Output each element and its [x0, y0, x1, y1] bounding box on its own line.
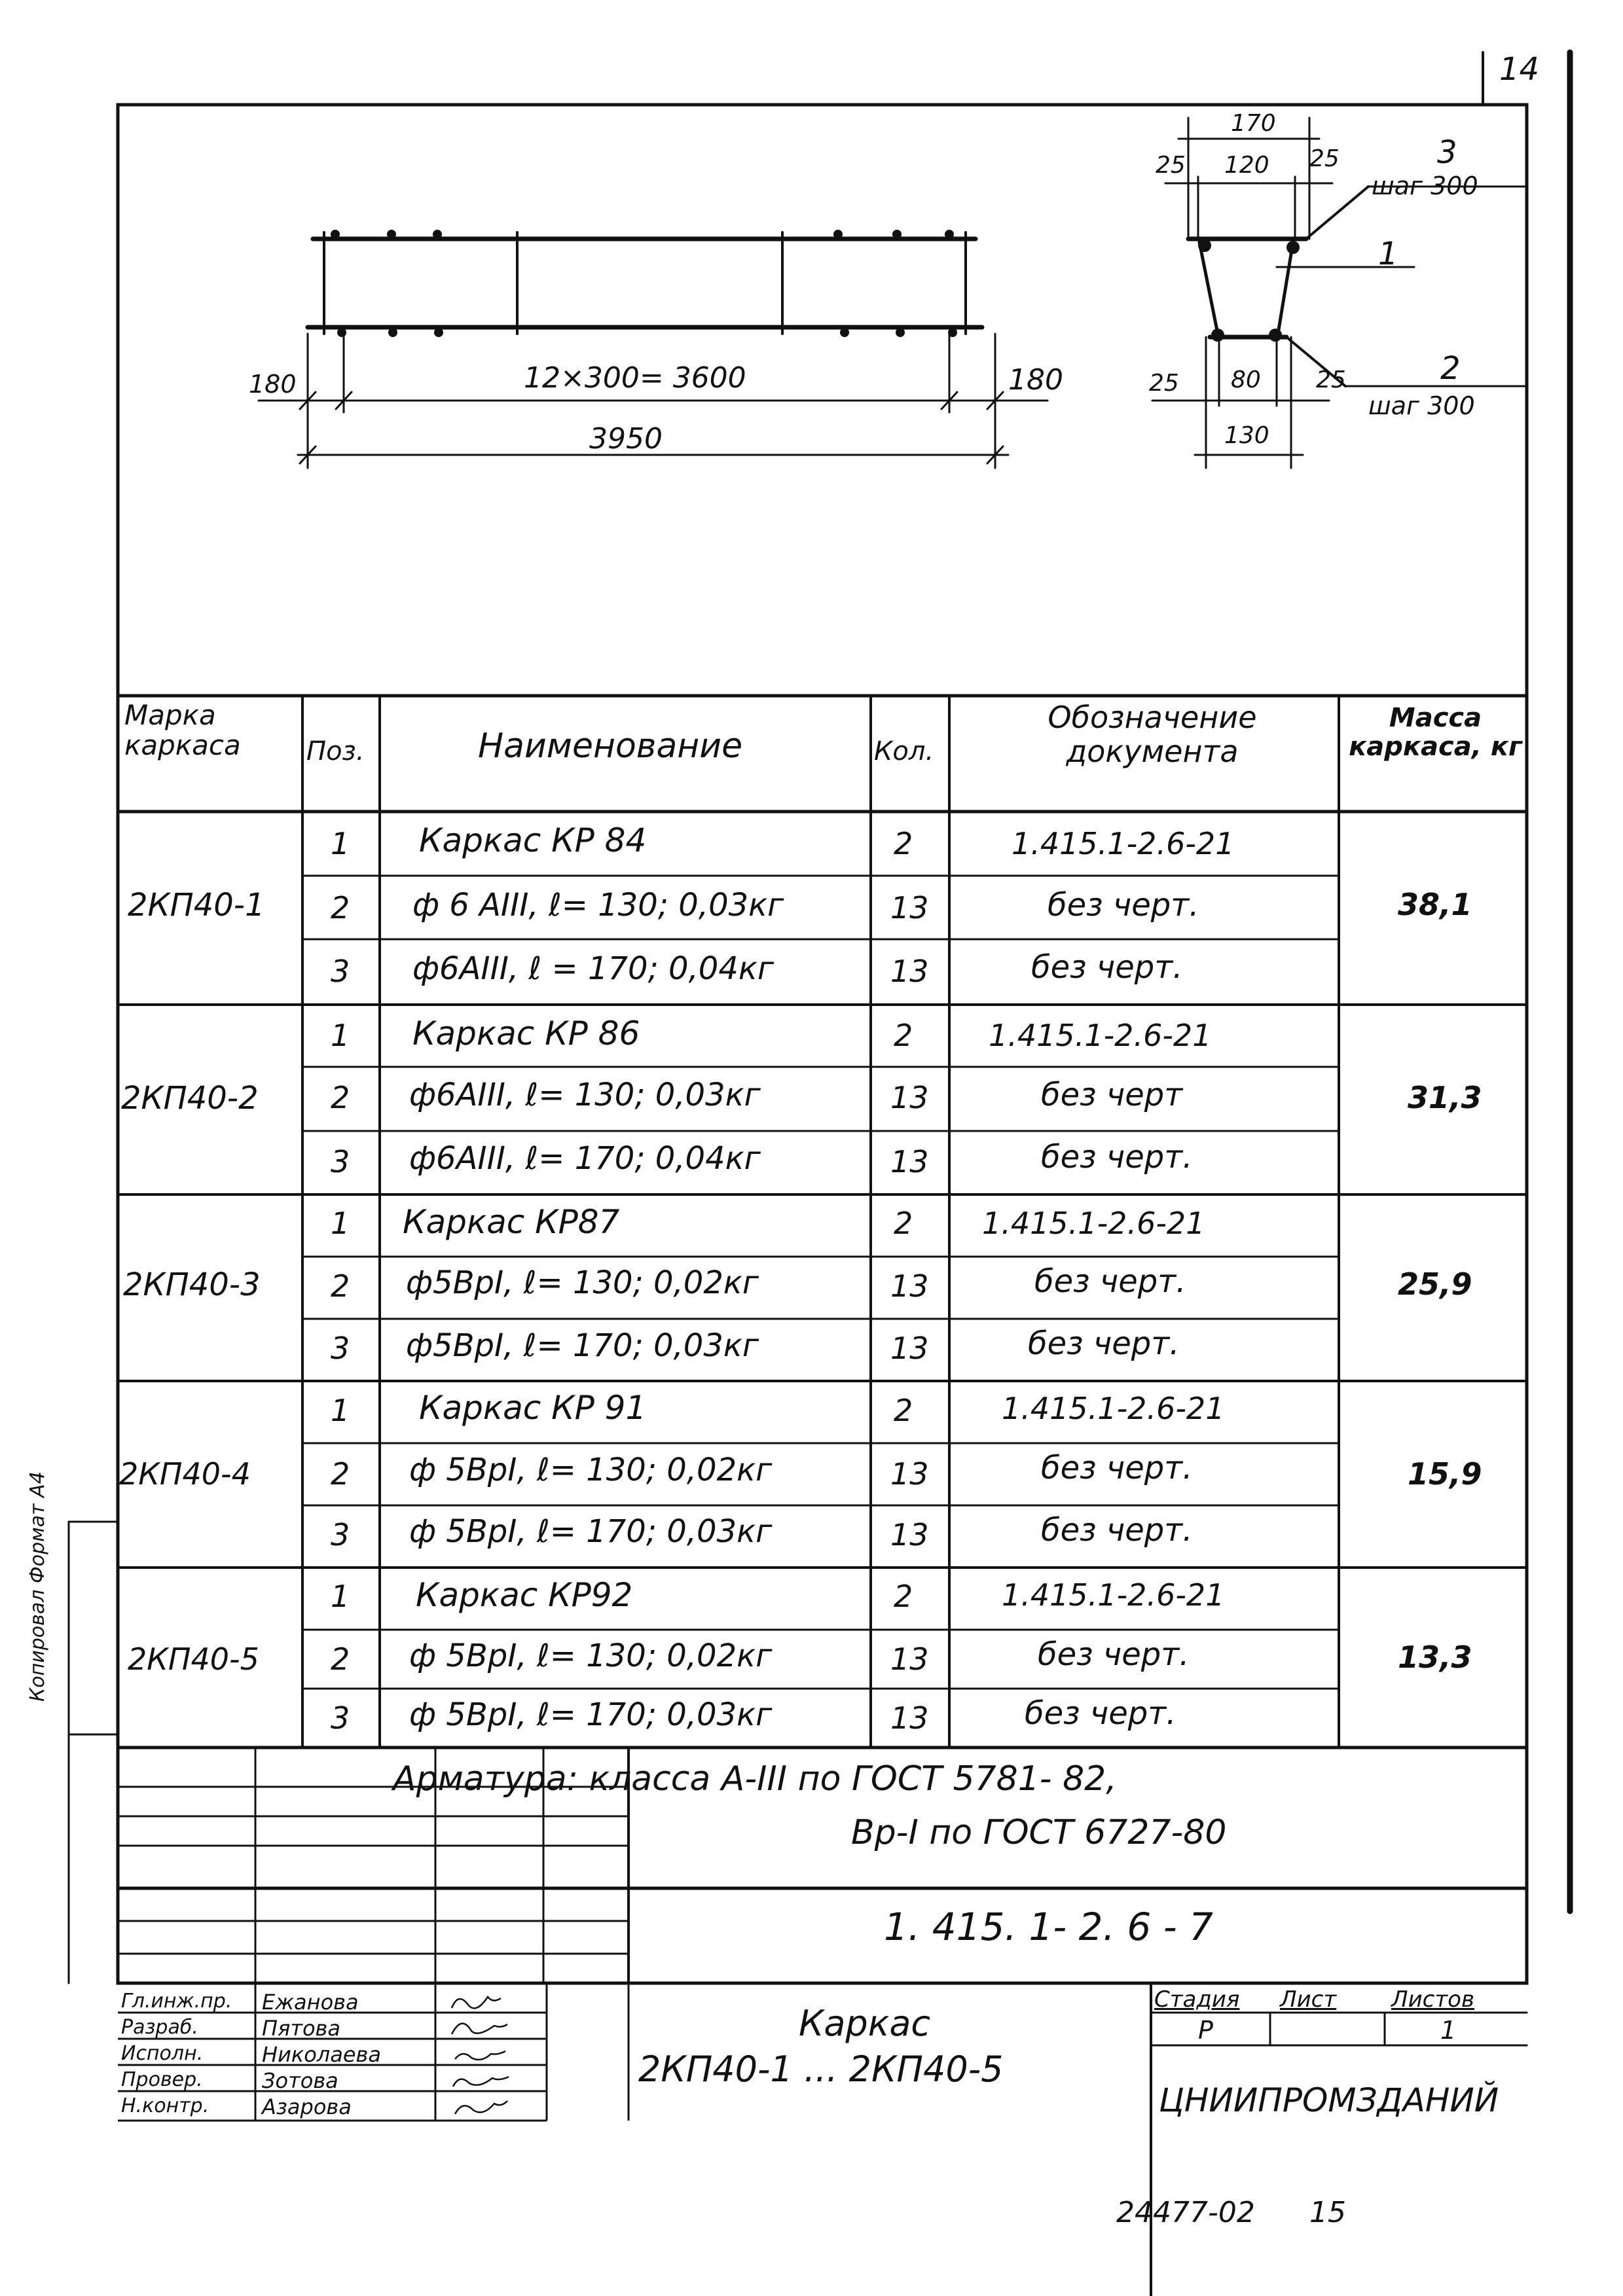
group-mark: 2КП40-5 — [128, 1641, 259, 1677]
group-mark: 2КП40-1 — [128, 887, 265, 924]
signature-marks — [452, 1997, 509, 2114]
row-pos: 3 — [331, 1517, 350, 1552]
row-pos: 3 — [331, 1331, 350, 1366]
row-doc: без черт. — [1041, 1512, 1193, 1549]
row-qty: 2 — [894, 1018, 913, 1053]
role-label: Гл.инж.пр. — [121, 1990, 232, 2013]
header-doc: Обозначение документа — [1048, 700, 1257, 769]
callout-pos2: 2 — [1440, 350, 1461, 387]
sheet-number: 14 — [1499, 51, 1540, 88]
row-doc: без черт. — [1034, 1263, 1186, 1300]
row-doc: 1.415.1-2.6-21 — [1002, 1577, 1225, 1613]
dim-bottom-width: 130 — [1224, 422, 1269, 449]
group-mass: 38,1 — [1398, 887, 1472, 922]
row-doc: без черт. — [1048, 887, 1199, 924]
callout-pos1: 1 — [1378, 236, 1398, 272]
row-name: ф 6 АIII, ℓ= 130; 0,03кг — [412, 887, 784, 924]
row-qty: 13 — [890, 890, 929, 925]
document-code: 1. 415. 1- 2. 6 - 7 — [884, 1905, 1213, 1949]
margin-stamp: Копировал Формат А4 — [26, 1471, 49, 1702]
row-doc: без черт — [1041, 1077, 1183, 1113]
row-pos: 2 — [331, 1268, 350, 1304]
row-name: Каркас КР87 — [403, 1203, 620, 1241]
row-name: ф 5ВрI, ℓ= 170; 0,03кг — [409, 1513, 773, 1550]
sheets-value: 1 — [1440, 2016, 1457, 2045]
header-name: Наименование — [478, 726, 743, 766]
row-pos: 2 — [331, 1641, 350, 1677]
dim-pitch: 12×300= 3600 — [524, 361, 746, 395]
stage-label: Стадия — [1154, 1986, 1240, 2013]
row-pos: 1 — [331, 1018, 350, 1053]
person-name: Зотова — [262, 2068, 338, 2093]
dim-total-length: 3950 — [589, 422, 663, 456]
header-mark: Марка каркаса — [124, 699, 241, 761]
row-name: ф5ВрI, ℓ= 130; 0,02кг — [406, 1265, 759, 1301]
callout-pos2-step: шаг 300 — [1368, 391, 1475, 420]
row-pos: 1 — [331, 1579, 350, 1614]
group-mass: 31,3 — [1408, 1080, 1482, 1115]
callout-pos3-step: шаг 300 — [1372, 171, 1478, 200]
row-doc: без черт. — [1028, 1325, 1180, 1362]
row-name: Каркас КР 86 — [412, 1014, 640, 1052]
reinforcement-note-line2: Вр-I по ГОСТ 6727-80 — [851, 1813, 1227, 1852]
row-doc: без черт. — [1038, 1636, 1190, 1673]
organization: ЦНИИПРОМЗДАНИЙ — [1159, 2081, 1499, 2119]
dim-bottom-inner: 80 — [1231, 367, 1261, 393]
dim-bottom-offset-right: 25 — [1316, 367, 1346, 393]
row-qty: 13 — [890, 1144, 929, 1179]
group-mass: 13,3 — [1398, 1640, 1472, 1675]
dim-top-width: 170 — [1231, 110, 1276, 137]
archive-number: 24477-02 — [1116, 2196, 1255, 2229]
reinforcement-note-line1: Арматура: класса А-III по ГОСТ 5781- 82, — [393, 1759, 1117, 1799]
row-qty: 13 — [890, 1456, 929, 1492]
role-label: Исполн. — [121, 2042, 204, 2065]
sheets-label: Листов — [1391, 1986, 1475, 2013]
dim-end-right: 180 — [1008, 363, 1063, 397]
group-mass: 15,9 — [1408, 1456, 1482, 1492]
row-qty: 13 — [890, 1331, 929, 1366]
row-pos: 3 — [331, 954, 350, 989]
dim-top-offset-right: 25 — [1309, 145, 1340, 172]
role-label: Н.контр. — [121, 2094, 210, 2117]
row-doc: без черт. — [1025, 1695, 1176, 1732]
dim-top-inner: 120 — [1224, 152, 1269, 179]
dim-bottom-offset-left: 25 — [1149, 370, 1179, 397]
row-name: Каркас КР92 — [416, 1576, 633, 1614]
row-doc: 1.415.1-2.6-21 — [1002, 1391, 1225, 1426]
row-qty: 13 — [890, 954, 929, 989]
row-pos: 2 — [331, 890, 350, 925]
row-qty: 13 — [890, 1080, 929, 1115]
header-pos: Поз. — [306, 736, 365, 766]
header-qty: Кол. — [874, 736, 934, 766]
person-name: Николаева — [262, 2042, 381, 2067]
row-doc: 1.415.1-2.6-21 — [1012, 826, 1235, 861]
title-line1: Каркас — [799, 2003, 931, 2044]
row-doc: 1.415.1-2.6-21 — [989, 1018, 1212, 1053]
row-qty: 2 — [894, 1206, 913, 1241]
row-qty: 2 — [894, 1393, 913, 1428]
row-pos: 3 — [331, 1144, 350, 1179]
archive-page: 15 — [1309, 2196, 1346, 2229]
person-name: Ежанова — [262, 1990, 359, 2015]
row-name: Каркас КР 91 — [419, 1389, 647, 1427]
row-pos: 1 — [331, 1393, 350, 1428]
row-doc: 1.415.1-2.6-21 — [982, 1206, 1205, 1241]
row-name: ф6АIII, ℓ= 130; 0,03кг — [409, 1077, 761, 1113]
row-pos: 2 — [331, 1080, 350, 1115]
row-name: ф 5ВрI, ℓ= 130; 0,02кг — [409, 1638, 773, 1674]
sheet-label: Лист — [1280, 1986, 1337, 2013]
row-name: ф5ВрI, ℓ= 170; 0,03кг — [406, 1327, 759, 1364]
row-qty: 13 — [890, 1700, 929, 1736]
row-qty: 13 — [890, 1641, 929, 1677]
row-qty: 13 — [890, 1268, 929, 1304]
person-name: Пятова — [262, 2016, 340, 2041]
row-qty: 2 — [894, 1579, 913, 1614]
group-mark: 2КП40-4 — [119, 1456, 251, 1492]
row-name: ф6АIII, ℓ= 170; 0,04кг — [409, 1140, 761, 1177]
row-name: ф 5ВрI, ℓ= 170; 0,03кг — [409, 1696, 773, 1733]
row-qty: 13 — [890, 1517, 929, 1552]
row-name: ф 5ВрI, ℓ= 130; 0,02кг — [409, 1452, 773, 1488]
row-doc: без черт. — [1031, 949, 1183, 986]
stage-value: Р — [1198, 2016, 1213, 2045]
row-pos: 2 — [331, 1456, 350, 1492]
row-pos: 1 — [331, 1206, 350, 1241]
row-doc: без черт. — [1041, 1139, 1193, 1175]
dim-top-offset-left: 25 — [1156, 152, 1186, 179]
group-mark: 2КП40-3 — [123, 1266, 261, 1303]
row-qty: 2 — [894, 826, 913, 861]
row-pos: 1 — [331, 826, 350, 861]
row-pos: 3 — [331, 1700, 350, 1736]
group-mark: 2КП40-2 — [121, 1080, 259, 1117]
dim-end-left: 180 — [249, 370, 297, 399]
title-line2: 2КП40-1 ... 2КП40-5 — [638, 2049, 1004, 2090]
role-label: Провер. — [121, 2068, 203, 2091]
callout-pos3: 3 — [1437, 134, 1457, 171]
person-name: Азарова — [262, 2094, 352, 2119]
row-name: ф6АIII, ℓ = 170; 0,04кг — [412, 950, 775, 987]
role-label: Разраб. — [121, 2016, 198, 2039]
row-doc: без черт. — [1041, 1450, 1193, 1486]
header-mass: Масса каркаса, кг — [1349, 703, 1522, 762]
group-mass: 25,9 — [1398, 1266, 1472, 1302]
row-name: Каркас КР 84 — [419, 821, 647, 859]
